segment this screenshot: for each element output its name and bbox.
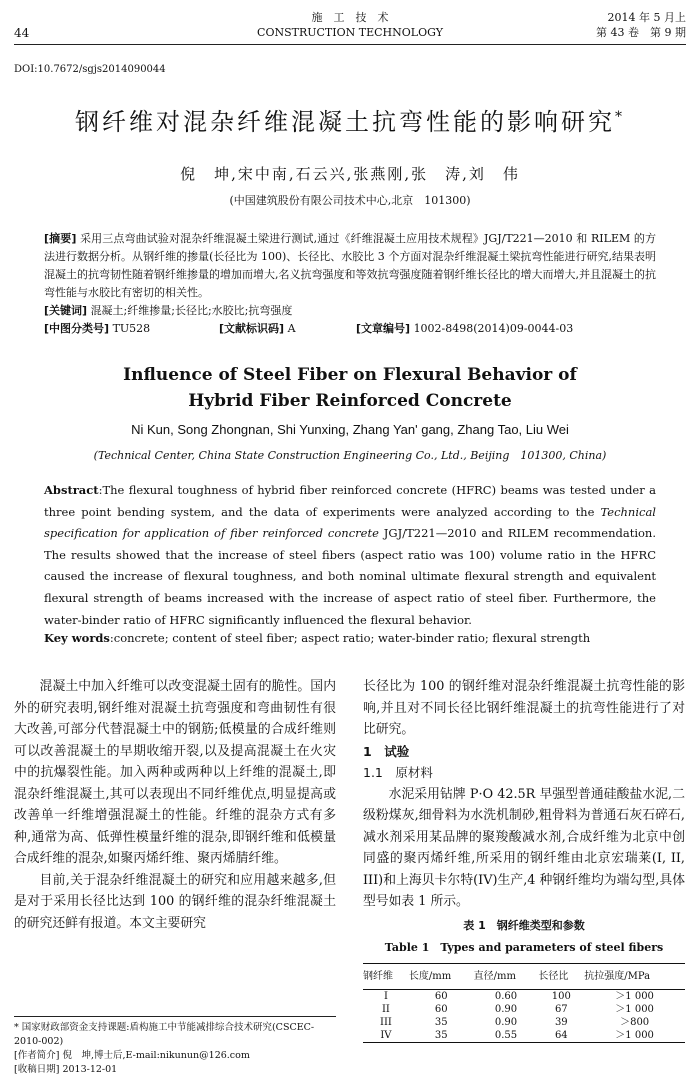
abstract-en-spec: Technical specification for application of fiber reinforced concrete bbox=[44, 504, 656, 541]
table-cell: ＞800 bbox=[620, 1017, 650, 1028]
body-paragraph: 目前,关于混杂纤维混凝土的研究和应用越来越多,但是对于采用长径比达到 100 的钢纤维的混杂纤维混凝土的研究还鲜有报道。本文主要研究 bbox=[14, 872, 336, 931]
authors-cn: 倪 坤,宋中南,石云兴,张燕刚,张 涛,刘 伟 bbox=[180, 165, 520, 183]
title-en bbox=[0, 362, 700, 414]
table1 bbox=[363, 963, 685, 1044]
articleno-field bbox=[356, 320, 573, 338]
doccode-value: A bbox=[287, 322, 296, 335]
table-cell: 64 bbox=[538, 1029, 584, 1043]
keywords-en-label: Key words bbox=[44, 631, 110, 645]
doi[interactable]: DOI:10.7672/sgjs2014090044 bbox=[14, 64, 166, 75]
doccode-label: [文献标识码] bbox=[219, 322, 285, 335]
body-paragraph: 长径比为 100 的钢纤维对混杂纤维混凝土抗弯性能的影响,并且对不同长径比钢纤维混凝土的抗弯性能进行了对比研究。 bbox=[363, 679, 685, 737]
abstract-en-text1: The flexural toughness of hybrid fiber reinforced concrete (HFRC) beams was tested under a three point bending system, and the data of experiments were analyzed according to the bbox=[44, 483, 656, 519]
issue-volume: 第 43 卷 第 9 期 bbox=[596, 26, 686, 39]
table-cell: IV bbox=[363, 1029, 409, 1043]
table-cell: ＞1 000 bbox=[615, 991, 654, 1002]
footnote-author-text: 倪 坤,博士后,E-mail:nikunun@126.com bbox=[62, 1050, 250, 1061]
table-cell: 0.90 bbox=[494, 1017, 518, 1028]
table-cell: 60 bbox=[434, 1004, 448, 1015]
keywords-cn bbox=[44, 302, 656, 320]
affiliation-en: (Technical Center, China State Construction Engineering Co., Ltd., Beijing 101300, China) bbox=[93, 449, 607, 462]
doccode-field bbox=[219, 320, 356, 338]
keywords-en: Key words:concrete; content of steel fiber; aspect ratio; water-binder ratio; flexural strength bbox=[44, 631, 591, 645]
footnote bbox=[14, 1016, 336, 1077]
running-header bbox=[14, 10, 686, 45]
footnote-date-text: 2013-12-01 bbox=[62, 1064, 118, 1075]
table-row bbox=[363, 1029, 685, 1043]
footnote-fund: * 国家财政部资金支持课题:盾构施工中节能减排综合技术研究(CSCEC-2010-002) bbox=[14, 1022, 315, 1047]
keywords-en-text: concrete; content of steel fiber; aspect ratio; water-binder ratio; flexural strength bbox=[113, 631, 591, 645]
journal-name-en: CONSTRUCTION TECHNOLOGY bbox=[257, 26, 443, 39]
table-row bbox=[363, 990, 685, 1004]
table-header-cell: 钢纤维 bbox=[363, 963, 409, 990]
clc-label: [中图分类号] bbox=[44, 322, 110, 335]
title-footnote-mark: * bbox=[615, 109, 625, 125]
abstract-cn bbox=[44, 230, 656, 338]
footnote-author-label: [作者简介] bbox=[14, 1050, 60, 1061]
issue-info bbox=[596, 10, 686, 40]
affiliation-cn: (中国建筑股份有限公司技术中心,北京 101300) bbox=[229, 194, 471, 207]
journal-name-cn: 施 工 技 术 bbox=[311, 11, 389, 24]
body-paragraph: 水泥采用钻牌 P·O 42.5R 早强型普通硅酸盐水泥,二级粉煤灰,细骨料为水洗机制砂,粗骨料为普通石灰石碎石,减水剂采用某品牌的聚羧酸减水剂,合成纤维为北京中创同盛的聚丙烯纤维,所采用的钢纤维由北京宏瑞莱(I, II, III)和上海贝卡尔特(IV)生产,4 种钢纤维均为端勾型,具体型号如表 1 所示。 bbox=[363, 786, 685, 909]
footnote-author bbox=[14, 1049, 336, 1063]
abstract-cn-label: [摘要] bbox=[44, 232, 77, 245]
body-paragraph: 混凝土中加入纤维可以改变混凝土固有的脆性。国内外的研究表明,钢纤维对混凝土抗弯强度和弯曲韧性有很大改善,可部分代替混凝土中的钢筋;低模量的合成纤维则可以改善混凝土的早期收缩开裂,以及提高混凝土在火灾中的抗爆裂性能。加入两种或两种以上纤维的混凝土,即混杂纤维混凝土,其可以表现出不同纤维优点,明显提高或改善单一纤维增强混凝土的性能。纤维的混杂方式有多种,通常为高、低弹性模量纤维的混杂,即钢纤维和低模量合成纤维的混杂,如聚丙烯纤维、聚丙烯腈纤维。 bbox=[14, 679, 336, 866]
table-header-cell: 长度/mm bbox=[409, 963, 474, 990]
table-cell: 35 bbox=[409, 1029, 474, 1043]
footnote-date-label: [收稿日期] bbox=[14, 1064, 60, 1075]
table-cell: 0.60 bbox=[494, 991, 518, 1002]
table-cell: ＞1 000 bbox=[615, 1004, 654, 1015]
table-cell: 60 bbox=[434, 991, 448, 1002]
table-cell: 67 bbox=[554, 1004, 568, 1015]
clc-value: TU528 bbox=[112, 322, 151, 335]
abstract-cn-body bbox=[44, 230, 656, 302]
keywords-cn-label: [关键词] bbox=[44, 304, 88, 317]
table-cell: 0.55 bbox=[474, 1029, 539, 1043]
abstract-en-text2: JGJ/T221—2010 and RILEM recommendation. The results showed that the increase of steel fibers (aspect ratio was 100) volume ratio in the HFRC caused the increase of flexural toughness, and both nominal ultimate flexural strength and equivalent flexural strength of beams increased with the increase of aspect ratio of steel fiber. Furthermore, the water-binder ratio of HFRC significantly influenced the flexural behavior. bbox=[44, 526, 656, 627]
section-heading-1-1: 1.1 原材料 bbox=[363, 765, 433, 780]
abstract-cn-text: 采用三点弯曲试验对混杂纤维混凝土梁进行测试,通过《纤维混凝土应用技术规程》JGJ/T221—2010 和 RILEM 的方法进行数据分析。从钢纤维的掺量(长径比为 100)、长径比、水胶比 3 个方面对混杂纤维混凝土梁抗弯性能进行研究,结果表明混凝土的抗弯韧性随着钢纤维掺量的增加而增大,名义抗弯强度和等效抗弯强度随着钢纤维长径比的增大而增大,并且混凝土的抗弯性能与水胶比有密切的相关性。 bbox=[44, 232, 656, 299]
table-header-row bbox=[363, 963, 685, 990]
table-row bbox=[363, 1003, 685, 1016]
abstract-en-label: Abstract bbox=[44, 483, 99, 497]
table-cell: III bbox=[380, 1017, 392, 1028]
title-en-line1: Influence of Steel Fiber on Flexural Behavior of bbox=[123, 365, 577, 385]
classification-row bbox=[44, 320, 656, 338]
articleno-label: [文章编号] bbox=[356, 322, 411, 335]
table-header-cell: 直径/mm bbox=[474, 963, 539, 990]
table-cell: 35 bbox=[434, 1017, 448, 1028]
table-cell: II bbox=[381, 1004, 390, 1015]
table1-title-cn: 表 1 钢纤维类型和参数 bbox=[463, 918, 585, 932]
footnote-date bbox=[14, 1063, 336, 1077]
table-cell: I bbox=[383, 991, 388, 1002]
title-cn bbox=[0, 102, 700, 137]
journal-name bbox=[14, 10, 686, 40]
issue-date: 2014 年 5 月上 bbox=[607, 11, 686, 24]
title-en-line2: Hybrid Fiber Reinforced Concrete bbox=[188, 391, 512, 411]
clc-field bbox=[44, 320, 219, 338]
title-cn-text: 钢纤维对混杂纤维混凝土抗弯性能的影响研究 bbox=[75, 108, 615, 136]
articleno-value: 1002-8498(2014)09-0044-03 bbox=[413, 322, 574, 335]
table-cell: ＞1 000 bbox=[584, 1029, 685, 1043]
table-row bbox=[363, 1016, 685, 1029]
page-number: 44 bbox=[14, 26, 30, 40]
body-left-column bbox=[14, 676, 336, 934]
table-cell: 100 bbox=[551, 991, 571, 1002]
keywords-cn-text: 混凝土;纤维掺量;长径比;水胶比;抗弯强度 bbox=[90, 304, 293, 317]
body-right-column bbox=[363, 676, 685, 1043]
table-header-cell: 抗拉强度/MPa bbox=[584, 963, 685, 990]
section-heading-1: 1 试验 bbox=[363, 743, 410, 759]
table-header-cell: 长径比 bbox=[538, 963, 584, 990]
abstract-en: Abstract:The flexural toughness of hybrid fiber reinforced concrete (HFRC) beams was tested under a three point bending system, and the data of experiments were analyzed according to the Technical specification for application of fiber reinforced concrete JGJ/T221—2010 and RILEM recommendation. The results showed that the increase of steel fibers (aspect ratio was 100) volume ratio in the HFRC caused the increase of flexural toughness, and both nominal ultimate flexural strength and equivalent flexural strength of beams increased with the increase of aspect ratio of steel fiber. Furthermore, the water-binder ratio of HFRC significantly influenced the flexural behavior. bbox=[44, 483, 656, 627]
table-cell: 0.90 bbox=[494, 1004, 518, 1015]
authors-en: Ni Kun, Song Zhongnan, Shi Yunxing, Zhang Yan' gang, Zhang Tao, Liu Wei bbox=[131, 422, 569, 437]
table1-title-en: Table 1 Types and parameters of steel fibers bbox=[384, 941, 664, 954]
table-cell: 39 bbox=[554, 1017, 568, 1028]
